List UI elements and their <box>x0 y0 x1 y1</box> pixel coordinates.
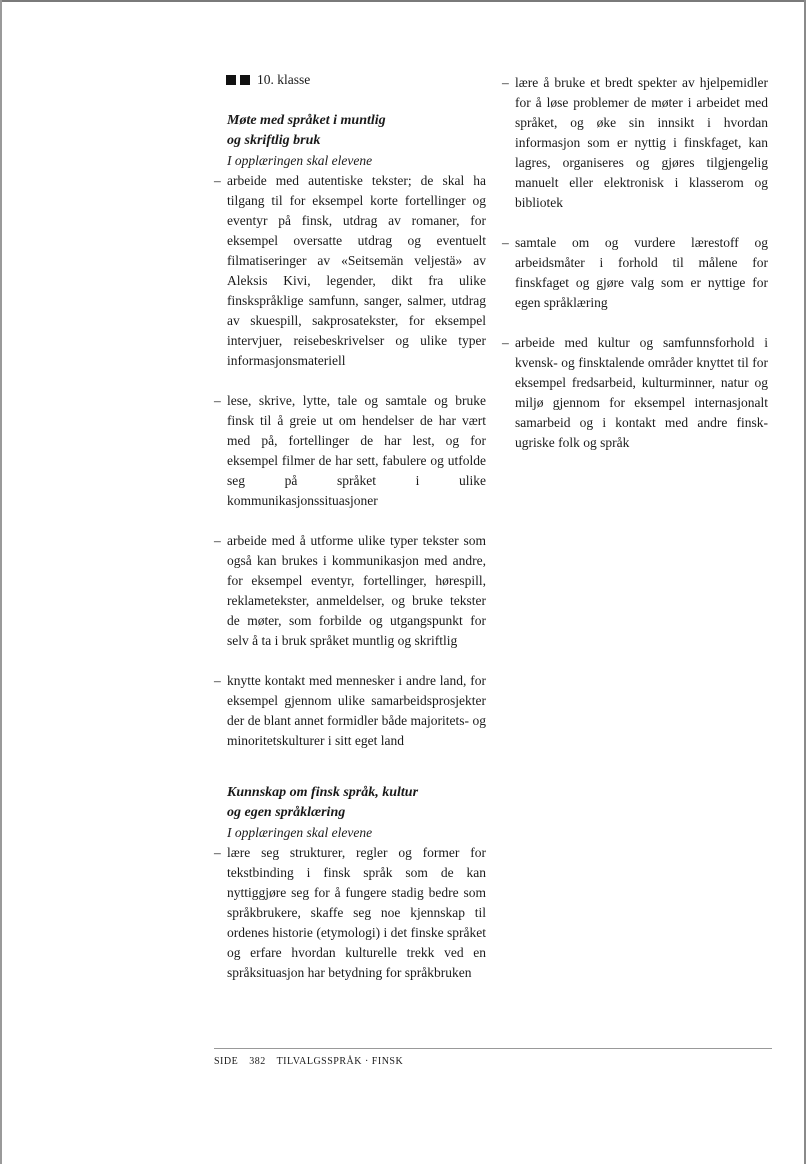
list-item: – samtale om og vurdere lærestoff og arbeidsmåter i forhold til målene for finskfaget og gjøre valg som er nyttige for egen språklæring <box>502 233 768 313</box>
page-number: 382 <box>249 1056 266 1067</box>
footer-subject: TILVALGSSPRÅK · FINSK <box>276 1056 404 1067</box>
bullet-list <box>214 171 486 751</box>
section-kunnskap <box>214 783 486 983</box>
section-heading-line: og egen språklæring <box>227 805 346 820</box>
section-heading <box>214 111 486 151</box>
section-heading-line: Møte med språket i muntlig <box>227 113 386 128</box>
bullet-list <box>214 843 486 983</box>
section-muntlig-skriftlig <box>214 111 486 751</box>
scan-edge-top <box>0 0 806 2</box>
scan-edge-left <box>0 0 2 1164</box>
section-subheading: I opplæringen skal elevene <box>227 825 373 840</box>
list-item: – knytte kontakt med mennesker i andre land, for eksempel gjennom ulike samarbeidsprosjekter der de blant annet formidler både majoritets- og minoritetskulturer i sitt eget land <box>214 671 486 751</box>
section-heading-line: Kunnskap om finsk språk, kultur <box>227 785 419 800</box>
section-heading <box>214 783 486 823</box>
square-bullet-icon <box>226 75 236 85</box>
square-bullet-icon <box>240 75 250 85</box>
section-subheading: I opplæringen skal elevene <box>227 153 373 168</box>
footer-side-label: SIDE <box>214 1056 239 1067</box>
footer-rule <box>214 1048 772 1049</box>
list-item: – arbeide med å utforme ulike typer tekster som også kan brukes i kommunikasjon med andre, for eksempel eventyr, fortellinger, hørespill, reklametekster, anmeldelser, og bruke tekster de møter, som forbilde og utgangspunkt for selv å ta i bruk språket muntlig og skriftlig <box>214 531 486 651</box>
list-item: – arbeide med autentiske tekster; de skal ha tilgang til for eksempel korte fortellinger og eventyr på finsk, utdrag av romaner, for eksempel oversatte utdrag og eventuelt filmatiseringer av «Seitsemän veljestä» av Aleksis Kivi, legender, dikt fra ulike finskspråklige samfunn, sanger, salmer, utdrag av skuespill, sakprosatekster, for eksempel intervjuer, reisebeskrivelser og ulike typer informasjonsmateriell <box>214 171 486 371</box>
list-item: – lære å bruke et bredt spekter av hjelpemidler for å løse problemer de møter i arbeidet med språket, og øke sin innsikt i hvordan informasjon som er nyttig i finskfaget, kan lagres, organiseres og gjøres tilgjengelig manuelt eller elektronisk i klasserom og bibliotek <box>502 73 768 213</box>
section-heading-line: og skriftlig bruk <box>227 133 321 148</box>
grade-label: 10. klasse <box>257 72 311 87</box>
list-item: – arbeide med kultur og samfunnsforhold i kvensk- og finsktalende områder knyttet til for eksempel fredsarbeid, kulturminner, natur og miljø gjennom for eksempel internasjonalt samarbeid og i kontakt med andre finsk-ugriske folk og språk <box>502 333 768 453</box>
left-column <box>214 111 486 1003</box>
list-item: – lære seg strukturer, regler og former for tekstbinding i finsk språk som de kan nyttiggjøre seg for å fungere stadig bedre som språkbrukere, skaffe seg noe kjennskap til ordenes historie (etymologi) i det finske språket og erfare hvordan kulturelle trekk ved en språksituasjon har betydning for språkbruken <box>214 843 486 983</box>
page-footer <box>214 1055 411 1069</box>
list-item: – lese, skrive, lytte, tale og samtale og bruke finsk til å greie ut om hendelser de har vært med på, fortellinger de har lest, og for eksempel filmer de har sett, fabulere og utfolde seg på språket i ulike kommunikasjonssituasjoner <box>214 391 486 511</box>
bullet-list <box>502 73 768 453</box>
page-header <box>226 71 310 89</box>
right-column <box>502 73 768 473</box>
